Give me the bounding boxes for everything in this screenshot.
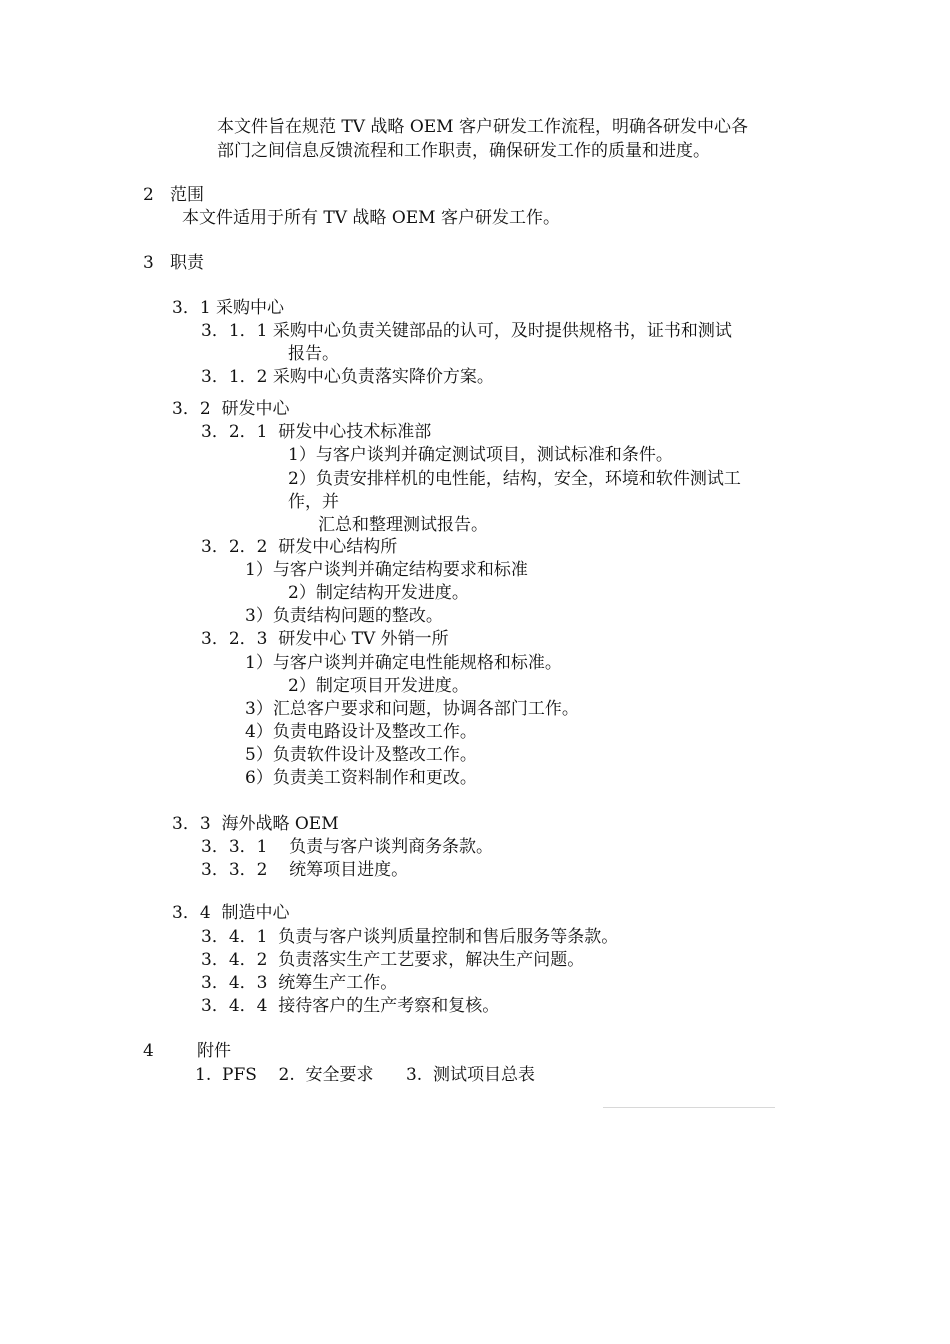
purchasing-heading: 3．1 采购中心: [172, 298, 285, 318]
structure-heading: 3．2．2 研发中心结构所: [201, 537, 398, 557]
purpose-line-2: 部门之间信息反馈流程和工作职责，确保研发工作的质量和进度。: [217, 141, 710, 161]
tech-standards-item-1: 1）与客户谈判并确定测试项目，测试标准和条件。: [288, 445, 673, 465]
rnd-heading: 3．2 研发中心: [172, 399, 290, 419]
scope-text: 本文件适用于所有 TV 战略 OEM 客户研发工作。: [182, 208, 560, 228]
divider-line: [603, 1107, 775, 1108]
purchasing-item-1-line-2: 报告。: [288, 344, 339, 364]
attachments-number: 4: [143, 1041, 154, 1061]
attachments-list: 1. PFS 2. 安全要求 3. 测试项目总表: [195, 1065, 535, 1085]
tv-export-item-6: 6）负责美工资料制作和更改。: [245, 768, 477, 788]
tv-export-item-1: 1）与客户谈判并确定电性能规格和标准。: [245, 653, 562, 673]
tech-standards-heading: 3．2．1 研发中心技术标准部: [201, 422, 432, 442]
structure-item-2: 2）制定结构开发进度。: [288, 583, 469, 603]
scope-heading: 2 范围: [143, 185, 205, 205]
tv-export-heading: 3．2．3 研发中心 TV 外销一所: [201, 629, 449, 649]
purchasing-item-2: 3．1．2 采购中心负责落实降价方案。: [201, 367, 494, 387]
tv-export-item-5: 5）负责软件设计及整改工作。: [245, 745, 477, 765]
purpose-line-1: 本文件旨在规范 TV 战略 OEM 客户研发工作流程，明确各研发中心各: [217, 117, 748, 137]
duties-heading: 3 职责: [143, 253, 205, 273]
manufacturing-item-1: 3．4．1 负责与客户谈判质量控制和售后服务等条款。: [201, 927, 619, 947]
manufacturing-item-3: 3．4．3 统筹生产工作。: [201, 973, 398, 993]
manufacturing-item-2: 3．4．2 负责落实生产工艺要求，解决生产问题。: [201, 950, 585, 970]
structure-item-1: 1）与客户谈判并确定结构要求和标准: [245, 560, 528, 580]
structure-item-3: 3）负责结构问题的整改。: [245, 606, 443, 626]
tech-standards-item-2-line-1: 2）负责安排样机的电性能，结构，安全，环境和软件测试工: [288, 469, 741, 489]
tv-export-item-4: 4）负责电路设计及整改工作。: [245, 722, 477, 742]
overseas-heading: 3．3 海外战略 OEM: [172, 814, 339, 834]
overseas-item-1: 3．3．1 负责与客户谈判商务条款。: [201, 837, 494, 857]
tech-standards-item-2-line-2: 作，并: [288, 492, 339, 512]
overseas-item-2: 3．3．2 统筹项目进度。: [201, 860, 409, 880]
tv-export-item-3: 3）汇总客户要求和问题，协调各部门工作。: [245, 699, 579, 719]
manufacturing-heading: 3．4 制造中心: [172, 903, 290, 923]
manufacturing-item-4: 3．4．4 接待客户的生产考察和复核。: [201, 996, 500, 1016]
tech-standards-item-2-line-3: 汇总和整理测试报告。: [318, 515, 488, 535]
purchasing-item-1-line-1: 3．1．1 采购中心负责关键部品的认可，及时提供规格书，证书和测试: [201, 321, 732, 341]
attachments-heading: 附件: [197, 1041, 231, 1061]
tv-export-item-2: 2）制定项目开发进度。: [288, 676, 469, 696]
